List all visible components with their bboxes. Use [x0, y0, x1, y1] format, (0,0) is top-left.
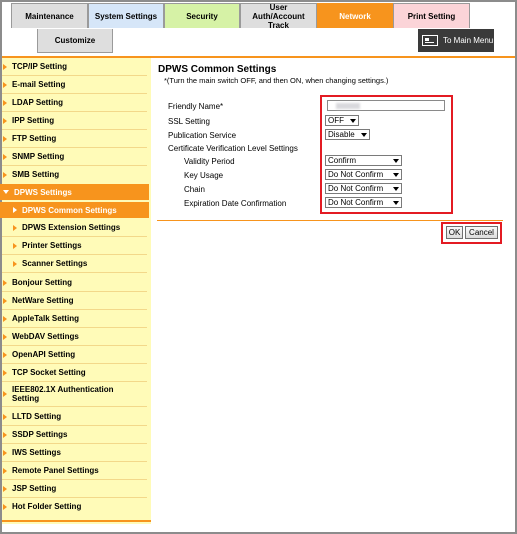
tab-print-setting[interactable]: Print Setting: [393, 3, 470, 28]
sidebar-item-printer-settings[interactable]: Printer Settings: [0, 239, 149, 252]
sidebar-item-ftp[interactable]: FTP Setting: [0, 132, 149, 145]
cert-verification-label: Certificate Verification Level Settings: [168, 144, 298, 153]
arrow-right-icon: [3, 450, 7, 456]
main-menu-icon: [422, 35, 438, 46]
arrow-right-icon: [3, 316, 7, 322]
sidebar-item-tcp-ip[interactable]: TCP/IP Setting: [0, 60, 149, 73]
sidebar-divider: [2, 236, 147, 237]
content-divider: [157, 220, 503, 221]
sidebar-divider: [2, 111, 147, 112]
sidebar-item-snmp[interactable]: SNMP Setting: [0, 150, 149, 163]
arrow-right-icon: [3, 414, 7, 420]
arrow-right-icon: [13, 207, 17, 213]
sidebar-item-ieee8021x[interactable]: IEEE802.1X Authentication Setting: [0, 384, 149, 404]
sidebar-item-ldap[interactable]: LDAP Setting: [0, 96, 149, 109]
arrow-down-icon: [3, 190, 9, 194]
tab-customize[interactable]: Customize: [37, 29, 113, 53]
arrow-right-icon: [3, 370, 7, 376]
sidebar-divider: [2, 272, 147, 273]
page-note: *(Turn the main switch OFF, and then ON, when changing settings.): [164, 76, 389, 85]
sidebar-divider: [2, 425, 147, 426]
arrow-right-icon: [3, 298, 7, 304]
sidebar-divider: [2, 381, 147, 382]
sidebar-item-webdav[interactable]: WebDAV Settings: [0, 330, 149, 343]
sidebar-divider: [2, 497, 147, 498]
chain-select[interactable]: Do Not Confirm: [325, 183, 402, 194]
page-title: DPWS Common Settings: [158, 64, 277, 75]
arrow-right-icon: [3, 118, 7, 124]
sidebar-item-dpws-extension-settings[interactable]: DPWS Extension Settings: [0, 221, 149, 234]
ok-button[interactable]: OK: [446, 226, 463, 239]
ssl-setting-select[interactable]: OFF: [325, 115, 359, 126]
tab-system-settings[interactable]: System Settings: [88, 3, 164, 28]
sidebar-divider: [2, 254, 147, 255]
arrow-right-icon: [3, 280, 7, 286]
publication-service-label: Publication Service: [168, 131, 237, 140]
sidebar-item-remote-panel[interactable]: Remote Panel Settings: [0, 464, 149, 477]
sidebar-item-openapi[interactable]: OpenAPI Setting: [0, 348, 149, 361]
sidebar-item-dpws-common-settings[interactable]: DPWS Common Settings: [0, 202, 149, 218]
arrow-right-icon: [3, 154, 7, 160]
chain-label: Chain: [184, 185, 205, 194]
sidebar-item-email[interactable]: E-mail Setting: [0, 78, 149, 91]
sidebar-divider: [2, 363, 147, 364]
arrow-right-icon: [13, 225, 17, 231]
publication-service-select[interactable]: Disable: [325, 129, 370, 140]
tab-maintenance[interactable]: Maintenance: [11, 3, 88, 28]
sidebar-item-ipp[interactable]: IPP Setting: [0, 114, 149, 127]
sidebar-divider: [2, 327, 147, 328]
arrow-right-icon: [3, 100, 7, 106]
expiration-date-label: Expiration Date Confirmation: [184, 199, 287, 208]
sidebar-divider: [2, 129, 147, 130]
arrow-right-icon: [3, 391, 7, 397]
sidebar-item-lltd[interactable]: LLTD Setting: [0, 410, 149, 423]
sidebar-item-appletalk[interactable]: AppleTalk Setting: [0, 312, 149, 325]
expiration-date-select[interactable]: Do Not Confirm: [325, 197, 402, 208]
tab-network[interactable]: Network: [317, 3, 393, 28]
buttons-highlight-box: [441, 222, 502, 244]
arrow-right-icon: [13, 261, 17, 267]
sidebar-divider: [2, 165, 147, 166]
sidebar-item-scanner-settings[interactable]: Scanner Settings: [0, 257, 149, 270]
sidebar-item-ssdp[interactable]: SSDP Settings: [0, 428, 149, 441]
sidebar-divider: [2, 291, 147, 292]
arrow-right-icon: [3, 352, 7, 358]
sidebar-divider: [2, 345, 147, 346]
ssl-setting-label: SSL Setting: [168, 117, 210, 126]
sidebar-divider: [2, 147, 147, 148]
friendly-name-label: Friendly Name*: [168, 102, 224, 111]
key-usage-select[interactable]: Do Not Confirm: [325, 169, 402, 180]
arrow-right-icon: [3, 504, 7, 510]
arrow-right-icon: [3, 486, 7, 492]
sidebar-item-tcp-socket[interactable]: TCP Socket Setting: [0, 366, 149, 379]
sidebar-item-dpws-settings[interactable]: DPWS Settings: [0, 184, 149, 200]
sidebar-bottom-rule: [2, 520, 151, 522]
sidebar-divider: [2, 443, 147, 444]
settings-highlight-box: [320, 95, 453, 214]
sidebar-item-iws[interactable]: IWS Settings: [0, 446, 149, 459]
sidebar-divider: [2, 461, 147, 462]
arrow-right-icon: [3, 136, 7, 142]
sidebar-item-netware[interactable]: NetWare Setting: [0, 294, 149, 307]
validity-period-select[interactable]: Confirm: [325, 155, 402, 166]
sidebar-item-smb[interactable]: SMB Setting: [0, 168, 149, 181]
arrow-right-icon: [3, 468, 7, 474]
key-usage-label: Key Usage: [184, 171, 224, 180]
sidebar-divider: [2, 309, 147, 310]
sidebar-divider: [2, 93, 147, 94]
sidebar-divider: [2, 75, 147, 76]
validity-period-label: Validity Period: [184, 157, 235, 166]
arrow-right-icon: [3, 432, 7, 438]
arrow-right-icon: [3, 82, 7, 88]
to-main-menu-button[interactable]: [418, 29, 494, 52]
arrow-right-icon: [3, 64, 7, 70]
sidebar-item-hot-folder[interactable]: Hot Folder Setting: [0, 500, 149, 513]
arrow-right-icon: [3, 334, 7, 340]
tab-user-auth-account-track[interactable]: User Auth/Account Track: [240, 3, 317, 28]
sidebar-item-jsp[interactable]: JSP Setting: [0, 482, 149, 495]
arrow-right-icon: [13, 243, 17, 249]
sidebar-divider: [2, 479, 147, 480]
sidebar-divider: [2, 406, 147, 407]
top-tab-bar: [11, 3, 470, 28]
arrow-right-icon: [3, 172, 7, 178]
cancel-button[interactable]: Cancel: [465, 226, 498, 239]
sidebar-item-bonjour[interactable]: Bonjour Setting: [0, 276, 149, 289]
to-main-menu-label: To Main Menu: [443, 36, 494, 45]
tab-security[interactable]: Security: [164, 3, 240, 28]
